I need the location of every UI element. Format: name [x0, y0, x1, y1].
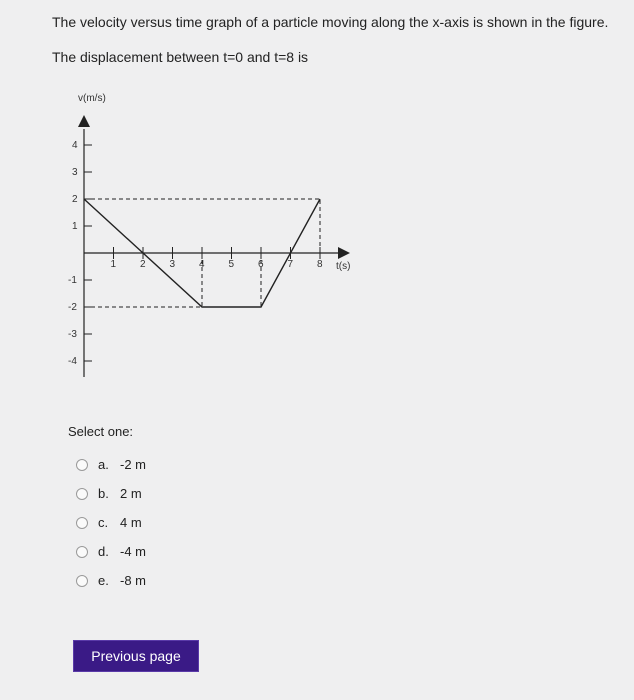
radio-button[interactable]: [76, 517, 88, 529]
y-tick-label: 2: [72, 194, 78, 205]
x-tick-label: 4: [199, 259, 205, 270]
radio-button[interactable]: [76, 575, 88, 587]
y-tick-label: 4: [72, 140, 78, 151]
option-a[interactable]: [76, 450, 146, 479]
x-tick-label: 5: [228, 259, 235, 270]
option-text: -2 m: [120, 457, 146, 472]
previous-page-button[interactable]: Previous page: [73, 640, 199, 672]
x-tick-label: 8: [317, 259, 323, 270]
option-letter: c.: [98, 515, 109, 530]
y-tick-label: 1: [72, 221, 78, 232]
y-tick-label: -2: [68, 302, 77, 313]
radio-button[interactable]: [76, 459, 88, 471]
option-c[interactable]: [76, 508, 146, 537]
option-letter: d.: [98, 544, 109, 559]
option-text: -8 m: [120, 573, 146, 588]
select-one-label: Select one:: [68, 424, 134, 439]
radio-button[interactable]: [76, 488, 88, 500]
option-e[interactable]: [76, 566, 146, 595]
question-line-1: The velocity versus time graph of a particle moving along the x-axis is shown in the figure.: [52, 14, 609, 30]
option-text: -4 m: [120, 544, 146, 559]
y-axis-label: v(m/s): [78, 93, 106, 104]
x-tick-label: 3: [169, 259, 176, 270]
radio-button[interactable]: [76, 546, 88, 558]
y-axis-arrow: [78, 115, 90, 127]
x-tick-label: 6: [258, 259, 264, 270]
option-text: 4 m: [120, 515, 142, 530]
option-text: 2 m: [120, 486, 142, 501]
option-letter: a.: [98, 457, 109, 472]
option-letter: e.: [98, 573, 109, 588]
option-b[interactable]: [76, 479, 146, 508]
option-d[interactable]: [76, 537, 146, 566]
y-tick-label: -1: [68, 275, 77, 286]
x-tick-label: 7: [287, 259, 294, 270]
x-axis-arrow: [338, 247, 350, 259]
x-tick-label: 2: [140, 259, 146, 270]
question-line-2: The displacement between t=0 and t=8 is: [52, 48, 309, 65]
y-tick-label: -3: [68, 329, 77, 340]
y-tick-label: 3: [72, 167, 78, 178]
option-letter: b.: [98, 486, 109, 501]
answer-options: [76, 450, 146, 595]
x-axis-label: t(s): [336, 261, 351, 272]
y-tick-label: -4: [68, 356, 77, 367]
x-tick-label: 1: [110, 259, 117, 270]
